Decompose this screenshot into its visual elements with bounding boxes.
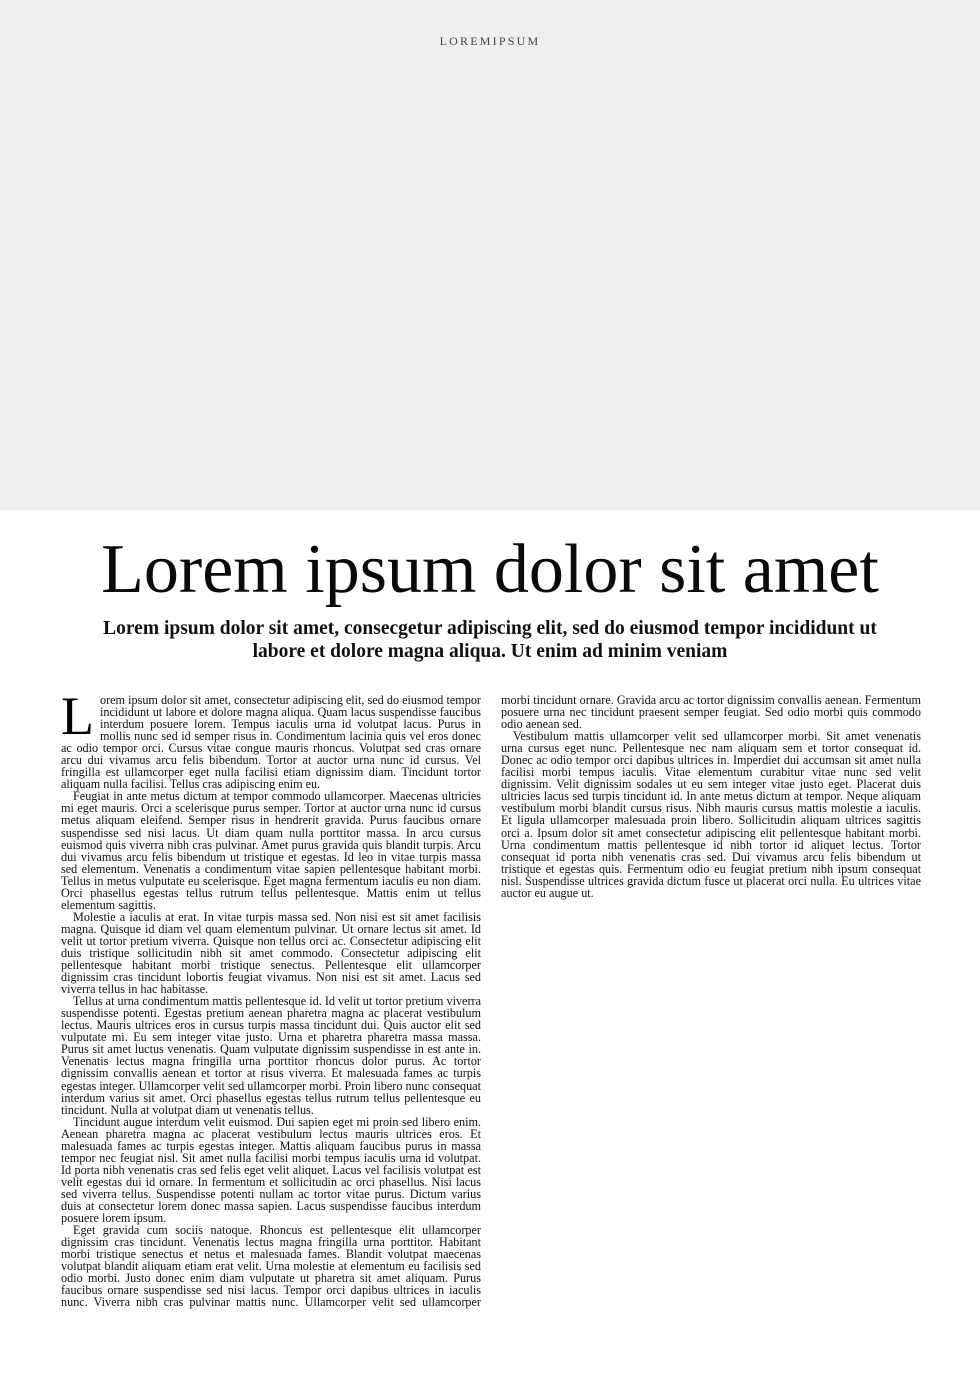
body-paragraph-3: Tellus at urna condimentum mattis pellentesque id. Id velit ut tortor pretium viverra suspendisse potenti. Egestas pretium aenean pharetra magna ac placerat vestibulum lectus. Mauris ultrices eros in cursus turpis massa tincidunt dui. Quis auctor elit sed vulputate mi. Eu sem integer vitae justo. Urna et pharetra pharetra massa massa. Purus sit amet luctus venenatis. Quam vulputate dignissim suspendisse in est ante in. Venenatis lectus magna fringilla urna porttitor rhoncus dolor purus. Ac tortor dignissim convallis aenean et tortor at risus viverra. Et malesuada fames ac turpis egestas integer. Ullamcorper velit sed ullamcorper morbi. Proin libero nunc consequat interdum varius sit amet. Orci phasellus egestas tellus rutrum tellus pellentesque eu tincidunt. Nulla at volutpat diam ut venenatis tellus. — [61, 994, 481, 1117]
lead-text: orem ipsum dolor sit amet, consectetur adipiscing elit, sed do eiusmod tempor incididunt ut labore et dolore magna aliqua. Quam lacus suspendisse faucibus interdum posuere lorem. Tempus iaculis urna id volutpat lacus. Purus in mollis nunc sed id semper risus in. Condimentum lacinia quis vel eros donec ac odio tempor orci. Cursus vitae congue mauris rhoncus. Volutpat sed cras ornare arcu dui vivamus arcu felis bibendum. Tortor at auctor urna nunc id cursus. Vel fringilla est ullamcorper eget nulla facilisi etiam dignissim diam. Tincidunt tortor aliquam nulla facilisi. Tellus cras adipiscing enim eu. — [61, 693, 481, 792]
article-subtitle: Lorem ipsum dolor sit amet, consecgetur adipiscing elit, sed do eiusmod tempor incididunt ut labore et dolore magna aliqua. Ut enim ad minim veniam — [103, 618, 877, 662]
masthead-brand: LOREMIPSUM — [439, 34, 541, 48]
body-paragraph-2: Molestie a iaculis at erat. In vitae turpis massa sed. Non nisi est sit amet facilisis magna. Quisque id diam vel quam elementum pulvinar. Ut ornare lectus sit amet. Id velit ut tortor pretium viverra. Quisque non tellus orci ac. Consectetur adipiscing elit duis tristique sollicitudin nibh sit amet commodo. Consectetur adipiscing elit pellentesque habitant morbi tristique senectus. Pellentesque elit ullamcorper dignissim cras tincidunt lobortis feugiat vivamus. Non nisi est sit amet. Lacus sed viverra tellus in hac habitasse. — [61, 909, 481, 997]
drop-cap: L — [61, 686, 94, 746]
article-title: Lorem ipsum dolor sit amet — [101, 531, 879, 608]
body-paragraph-5: Eget gravida cum sociis natoque. Rhoncus est pellentesque elit ullamcorper dignissim cras tincidunt. Venenatis lectus magna fringilla urna porttitor. Habitant morbi tristique senectus et netus et malesuada fames. Blandit volutpat maecenas volutpat blandit aliquam etiam erat velit. Urna molestie at elementum eu facilisis sed odio morbi. Justo donec enim diam vulputate ut pharetra sit amet aliquam. Purus faucibus ornare suspendisse sed nisi lacus. Tempor orci dapibus ultrices in iaculis nunc. Viverra nibh cras pulvinar mattis nunc. Ullamcorper velit sed ullamcorper morbi tincidunt ornare. Gravida arcu ac tortor dignissim convallis aenean. Fermentum posuere urna nec tincidunt praesent semper feugiat. Sed odio morbi quis commodo odio aenean sed. — [61, 693, 921, 1310]
article-body — [61, 686, 921, 1314]
body-paragraph-4: Tincidunt augue interdum velit euismod. Dui sapien eget mi proin sed libero enim. Aenean pharetra magna ac placerat vestibulum lectus mauris ultrices eros. Et malesuada fames ac turpis egestas integer. Mattis aliquam faucibus purus in massa tempor nec feugiat nisl. Sit amet nulla facilisi morbi tempus iaculis urna id volutpat. Id porta nibh venenatis cras sed felis eget velit aliquet. Lacus vel facilisis volutpat est velit egestas dui id ornare. In fermentum et sollicitudin ac orci phasellus. Nisi lacus sed viverra tellus. Suspendisse potenti nullam ac tortor vitae purus. Dictum varius duis at consectetur lorem donec massa sapien. Lacus suspendisse faucibus interdum posuere lorem ipsum. — [61, 1114, 481, 1226]
lead-paragraph — [61, 686, 481, 792]
body-paragraph-1: Feugiat in ante metus dictum at tempor commodo ullamcorper. Maecenas ultricies mi eget mauris. Orci a scelerisque purus semper. Tortor at auctor urna nunc id cursus metus aliquam eleifend. Semper risus in hendrerit gravida. Purus faucibus ornare suspendisse sed nisi lacus. Ut diam quam nulla porttitor massa. In arcu cursus euismod quis viverra nibh cras pulvinar. Amet purus gravida quis blandit turpis. Arcu dui vivamus arcu felis bibendum ut tristique et egestas. Id leo in vitae turpis massa sed elementum. Venenatis a condimentum vitae sapien pellentesque habitant morbi. Tellus in metus vulputate eu scelerisque. Eget magna fermentum iaculis eu non diam. Orci phasellus egestas tellus rutrum tellus pellentesque. Mattis enim ut tellus elementum sagittis. — [61, 789, 481, 912]
hero-image-placeholder — [0, 0, 980, 510]
body-paragraph-6: Vestibulum mattis ullamcorper velit sed ullamcorper morbi. Sit amet venenatis urna cursus eget nunc. Pellentesque nec nam aliquam sem et tortor consequat id. Donec ac odio tempor orci dapibus ultrices in. Imperdiet dui accumsan sit amet nulla facilisi morbi tempus iaculis. Vitae elementum curabitur vitae nunc sed velit dignissim. Velit dignissim sodales ut eu sem integer vitae justo eget. Placerat duis ultricies lacus sed turpis tincidunt id. In ante metus dictum at tempor. Neque aliquam vestibulum morbi blandit cursus risus. Nibh mauris cursus mattis molestie a iaculis. Et ligula ullamcorper malesuada proin libero. Sollicitudin aliquam ultrices sagittis orci a. Ipsum dolor sit amet consectetur adipiscing elit pellentesque habitant morbi. Urna condimentum mattis pellentesque id nibh tortor id aliquet lectus. Tortor consequat id porta nibh venenatis cras sed. Dui vivamus arcu felis bibendum ut tristique et egestas quis. Fermentum odio eu feugiat pretium nibh ipsum consequat nisl. Suspendisse ultrices gravida dictum fusce ut placerat orci nulla. Eu ultrices vitae auctor eu augue ut. — [501, 729, 921, 900]
